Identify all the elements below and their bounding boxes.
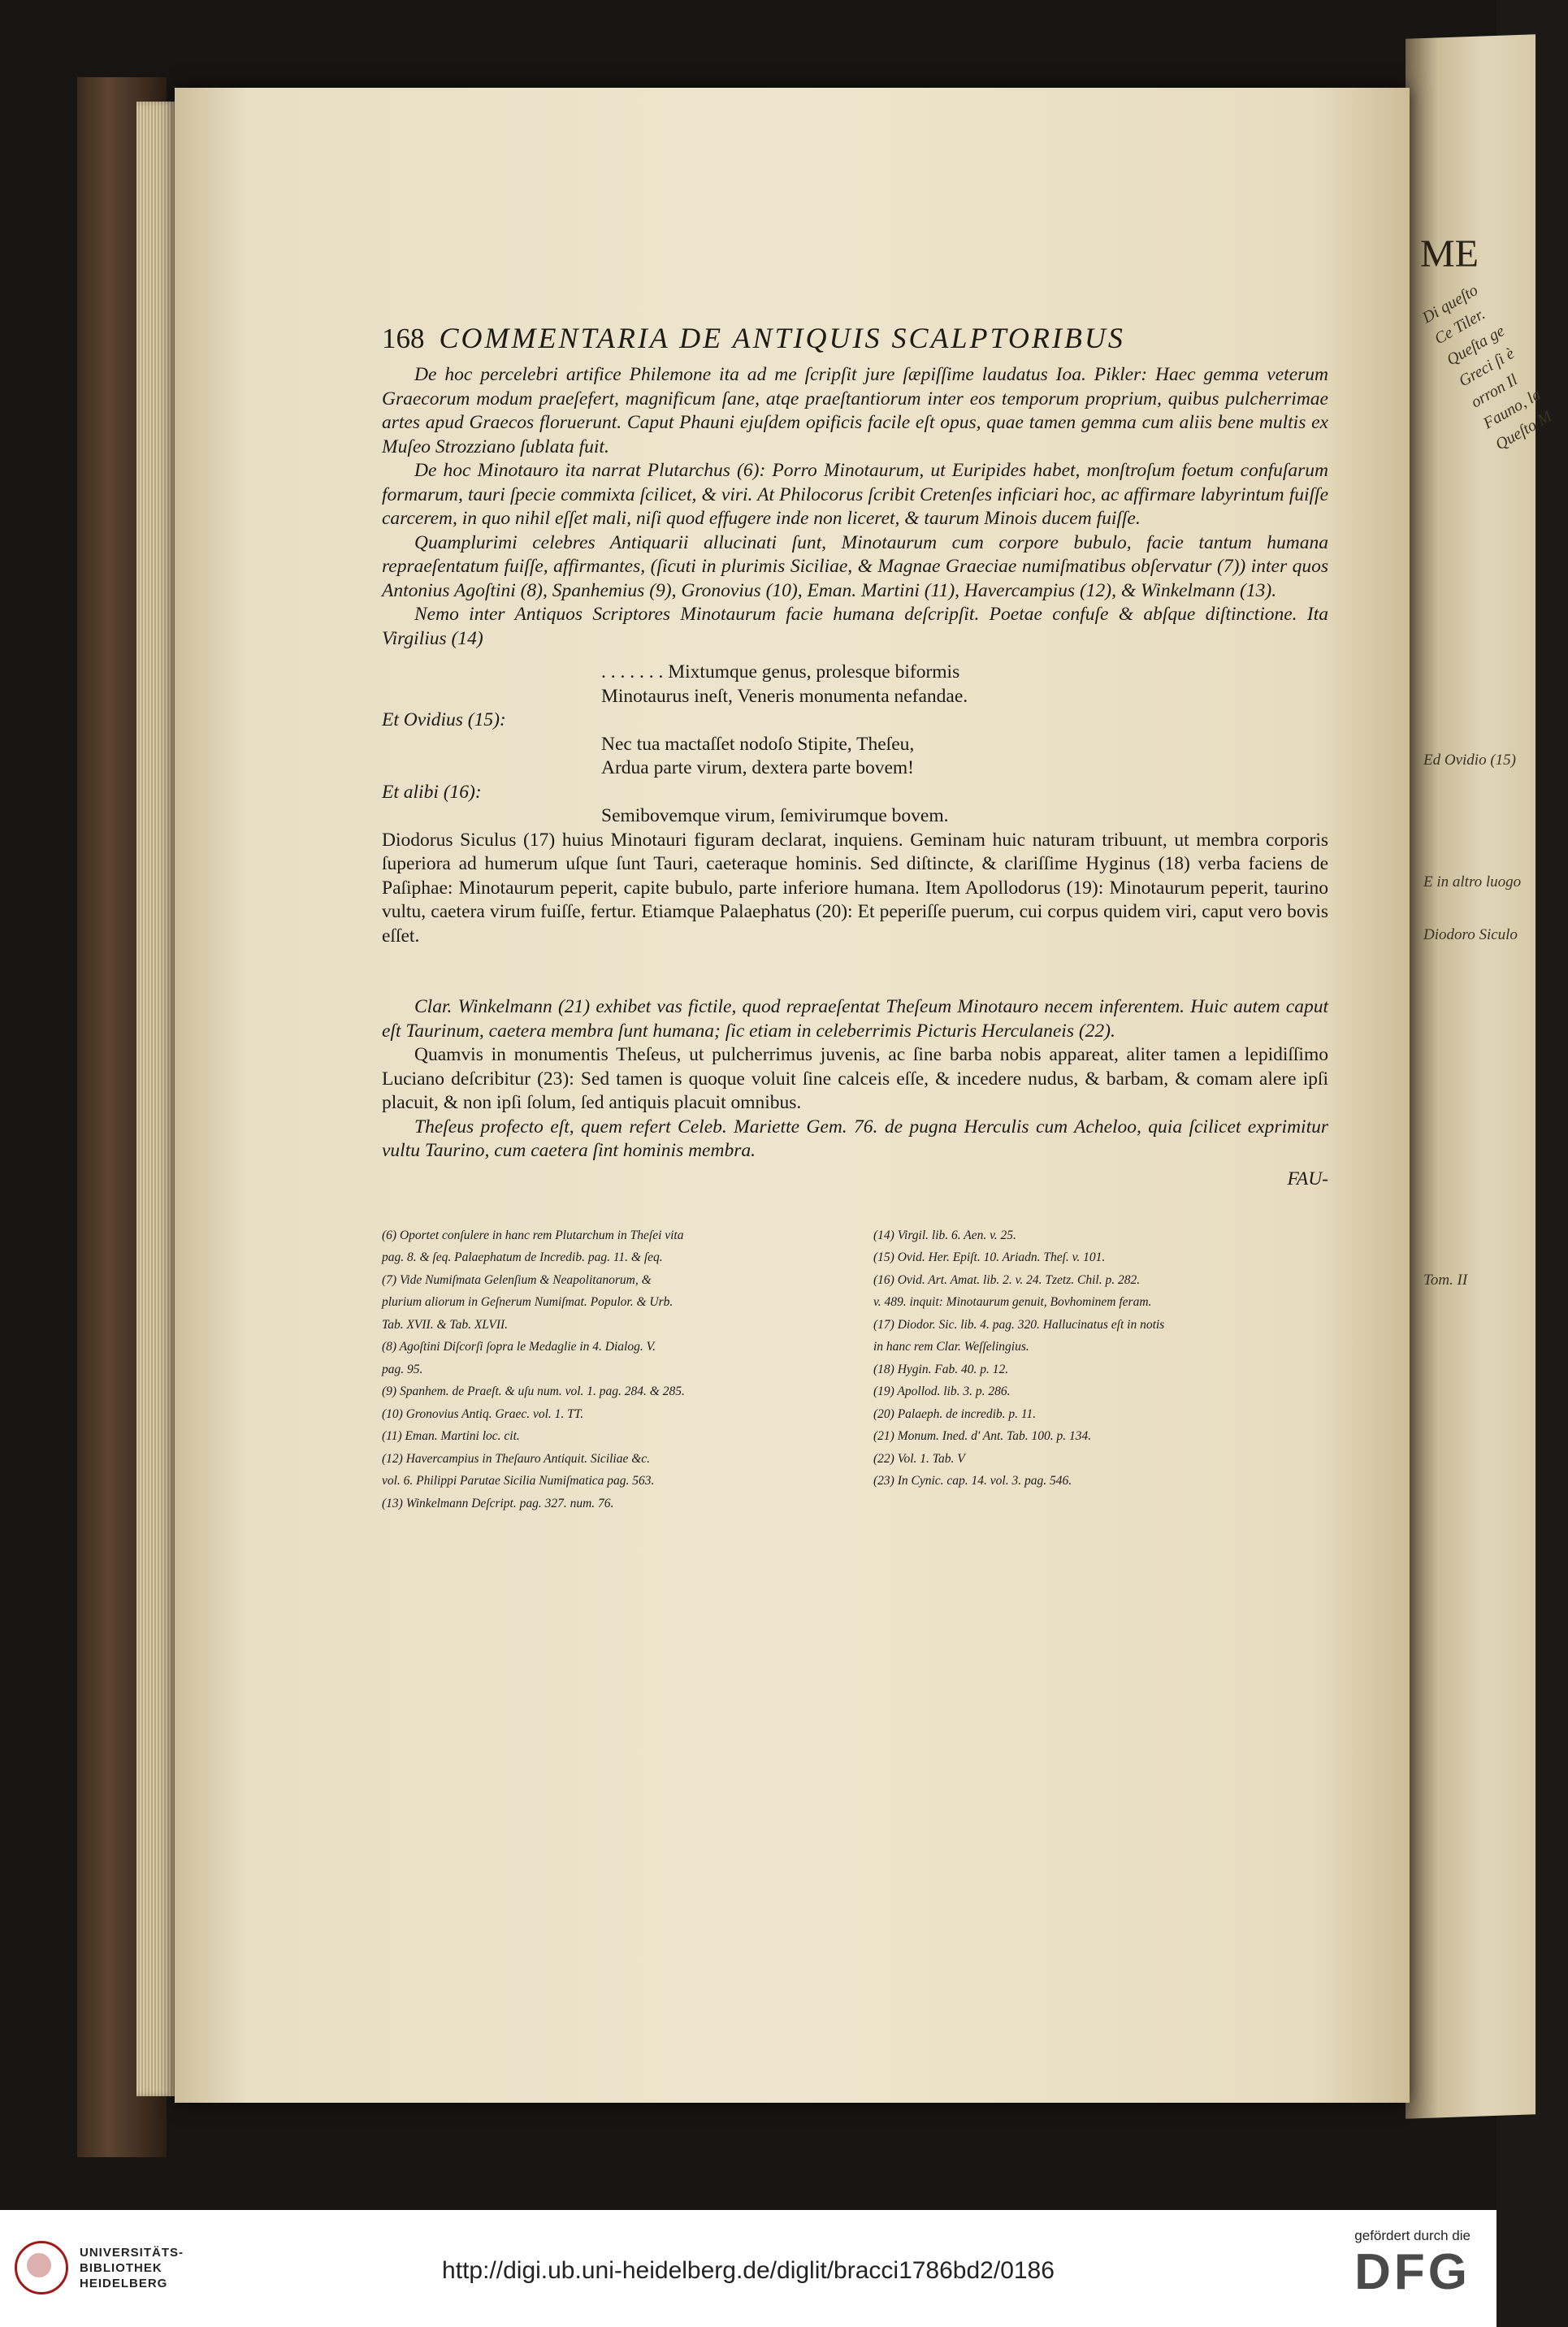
footnote-line: (12) Havercampius in Theſauro Antiquit. Siciliae &c.	[382, 1451, 651, 1466]
footnote-line: (22) Vol. 1. Tab. V	[873, 1451, 965, 1466]
footnote-line: (23) In Cynic. cap. 14. vol. 3. pag. 546.	[873, 1474, 1072, 1488]
funded-by-label: gefördert durch die	[1354, 2228, 1471, 2243]
footnote-line: (15) Ovid. Her. Epiſt. 10. Ariadn. Theſ. v. 101.	[873, 1250, 1106, 1264]
verse-line: Ardua parte virum, dextera parte bovem!	[601, 757, 914, 778]
footnote-line: (10) Gronovius Antiq. Graec. vol. 1. TT.	[382, 1406, 584, 1421]
footnote-line: (18) Hygin. Fab. 40. p. 12.	[873, 1362, 1009, 1376]
footnote-line: pag. 95.	[382, 1362, 423, 1376]
verse-line: Nec tua mactaſſet nodoſo Stipite, Theſeu,	[601, 733, 915, 755]
footnote-line: v. 489. inquit: Minotaurum genuit, Bovhominem feram.	[873, 1295, 1152, 1309]
institution-line: BIBLIOTHEK	[80, 2260, 162, 2275]
footnote-line: (13) Winkelmann Deſcript. pag. 327. num. 76.	[382, 1496, 614, 1510]
institution-line: UNIVERSITÄTS-	[80, 2245, 184, 2260]
verse-label: Et alibi (16):	[382, 781, 482, 803]
facing-page-heading: ME	[1420, 232, 1479, 275]
paragraph: De hoc percelebri artifice Philemone ita ad me ſcripſit jure ſæpiſſime laudatus Ioa. Pikler: Haec gemma veterum Graecorum modum praeſefert, magnificum ſane, atqe praeſtantiorum inter eos temporum proprium, quibus pulcherrimae artes apud Graecos floruerunt. Caput Phauni ejuſdem opificis facile eſt opus, quae tamen gemma cum aliis bene multis ex Muſeo Strozziano ſublata fuit.	[382, 364, 1328, 457]
institution-line: HEIDELBERG	[80, 2276, 168, 2290]
viewer-footer	[0, 2210, 1497, 2327]
paragraph: Clar. Winkelmann (21) exhibet vas fictile, quod repraeſentat Theſeum Minotauro necem inferentem. Huic autem caput eſt Taurinum, caetera membra ſunt humana; ſic etiam in celeberrimis Picturis Herculaneis (22).	[382, 996, 1328, 1042]
paragraph: Quamvis in monumentis Theſeus, ut pulcherrimus juvenis, ac ſine barba nobis appareat, aliter tamen a lepidiſſimo Luciano deſcribitur (23): Sed tamen is quoque voluit ſine calceis eſſe, & incedere nudus, & barbam, & comam alere ipſi placuit, & non ipſi ſolum, ſed antiquis placuit omnibus.	[382, 1044, 1328, 1113]
page-content	[382, 321, 1328, 1514]
footnote-line: (21) Monum. Ined. d' Ant. Tab. 100. p. 134.	[873, 1429, 1092, 1443]
verse-line: Minotaurus ineſt, Veneris monumenta nefandae.	[601, 685, 968, 707]
footnote-line: vol. 6. Philippi Parutae Sicilia Numiſmatica pag. 563.	[382, 1474, 655, 1488]
footnote-line: (17) Diodor. Sic. lib. 4. pag. 320. Hallucinatus eſt in notis	[873, 1317, 1165, 1332]
facing-page-side-text: Di queſto Ce Tiler. Queſta ge Greci ſi è orron Il Fauno, la Queſto M	[1419, 280, 1555, 454]
facing-page-margin-line: Tom. II	[1423, 1272, 1468, 1289]
running-title: COMMENTARIA DE ANTIQUIS SCALPTORIBUS	[439, 322, 1125, 354]
footnote-line: in hanc rem Clar. Weſſelingius.	[873, 1340, 1029, 1354]
footnote-line: (7) Vide Numiſmata Gelenſium & Neapolitanorum, &	[382, 1272, 652, 1287]
footnotes	[382, 1224, 1328, 1515]
paragraph: Nemo inter Antiquos Scriptores Minotaurum facie humana deſcripſit. Poetae confuſe & abſque diſtinctione. Ita Virgilius (14)	[382, 604, 1328, 649]
footnote-line: (20) Palaeph. de incredib. p. 11.	[873, 1406, 1037, 1421]
facing-page-margin-line: Ed Ovidio (15)	[1423, 752, 1516, 769]
footnote-line: pag. 8. & ſeq. Palaephatum de Incredib. pag. 11. & ſeq.	[382, 1250, 663, 1264]
verse-line: . . . . . . . Mixtumque genus, prolesque biformis	[601, 661, 960, 682]
permalink-url[interactable]: http://digi.ub.uni-heidelberg.de/diglit/bracci1786bd2/0186	[442, 2257, 1055, 2284]
page-header	[382, 321, 1328, 355]
footnote-line: (8) Agoſtini Diſcorſi ſopra le Medaglie in 4. Dialog. V.	[382, 1340, 656, 1354]
paragraph: Diodorus Siculus (17) huius Minotauri figuram declarat, inquiens. Geminam huic naturam tribuunt, ut membra corporis ſuperiora ad humerum uſque ſunt Tauri, caeteraque hominis. Sed diſtincte, & clariſſime Hyginus (18) verba faciens de Paſiphae: Minotaurum peperit, capite bubulo, parte inferiore humana. Item Apollodorus (19): Minotaurum peperit, taurino vultu, caetera virum fuiſſe, fertur. Etiamque Palaephatus (20): Et peperiſſe puerum, cui corpus quidem viri, caput vero bovis eſſet.	[382, 829, 1328, 947]
verse-label: Et Ovidius (15):	[382, 709, 506, 730]
verse-line: Semibovemque virum, ſemivirumque bovem.	[601, 805, 949, 826]
catchword: FAU-	[1287, 1168, 1328, 1190]
footnote-line: plurium aliorum in Geſnerum Numiſmat. Populor. & Urb.	[382, 1295, 674, 1309]
paragraph: Quamplurimi celebres Antiquarii allucinati ſunt, Minotaurum cum corpore bubulo, facie tantum humana repraeſentatum fuiſſe, affirmantes, (ſicuti in plurimis Siciliae, & Magnae Graeciae numiſmatibus obſervatur (7)) inter quos Antonius Agoſtini (8), Spanhemius (9), Gronovius (10), Eman. Martini (11), Havercampius (12), & Winkelmann (13).	[382, 531, 1328, 601]
footnotes-right-column	[873, 1224, 1328, 1515]
footnote-line: (16) Ovid. Art. Amat. lib. 2. v. 24. Tzetz. Chil. p. 282.	[873, 1272, 1141, 1287]
funder-credit	[1354, 2228, 1471, 2301]
footnote-line: (9) Spanhem. de Praeſt. & uſu num. vol. 1. pag. 284. & 285.	[382, 1384, 685, 1398]
footnote-line: (11) Eman. Martini loc. cit.	[382, 1429, 520, 1443]
footnote-line: (19) Apollod. lib. 3. p. 286.	[873, 1384, 1011, 1398]
footnote-line: (14) Virgil. lib. 6. Aen. v. 25.	[873, 1228, 1016, 1242]
page-edges	[136, 102, 177, 2096]
footnotes-left-column	[382, 1224, 837, 1515]
facing-page-margin-line: Diodoro Siculo	[1423, 926, 1518, 943]
facing-page-margin-line: E in altro luogo	[1423, 873, 1522, 890]
page-number: 168	[382, 323, 425, 354]
footnote-line: (6) Oportet conſulere in hanc rem Plutarchum in Theſei vita	[382, 1228, 684, 1242]
dfg-logo[interactable]: DFG	[1354, 2244, 1471, 2300]
paragraph: Theſeus profecto eſt, quem refert Celeb. Mariette Gem. 76. de pugna Herculis cum Acheloo, quia ſcilicet exprimitur vultu Taurino, cum caetera ſint hominis membra.	[382, 1116, 1328, 1161]
paragraph: De hoc Minotauro ita narrat Plutarchus (6): Porro Minotaurum, ut Euripides habet, monſtroſum foetum confuſarum formarum, tauri ſpecie commixta ſcilicet, & viri. At Philocorus ſcribit Cretenſes inficiari hoc, ac affirmare labyrintum fuiſſe carcerem, in quo nihil eſſet mali, niſi quod effugere inde non liceret, & taurum Minois ducem fuiſſe.	[382, 460, 1328, 529]
footnote-line: Tab. XVII. & Tab. XLVII.	[382, 1317, 509, 1332]
